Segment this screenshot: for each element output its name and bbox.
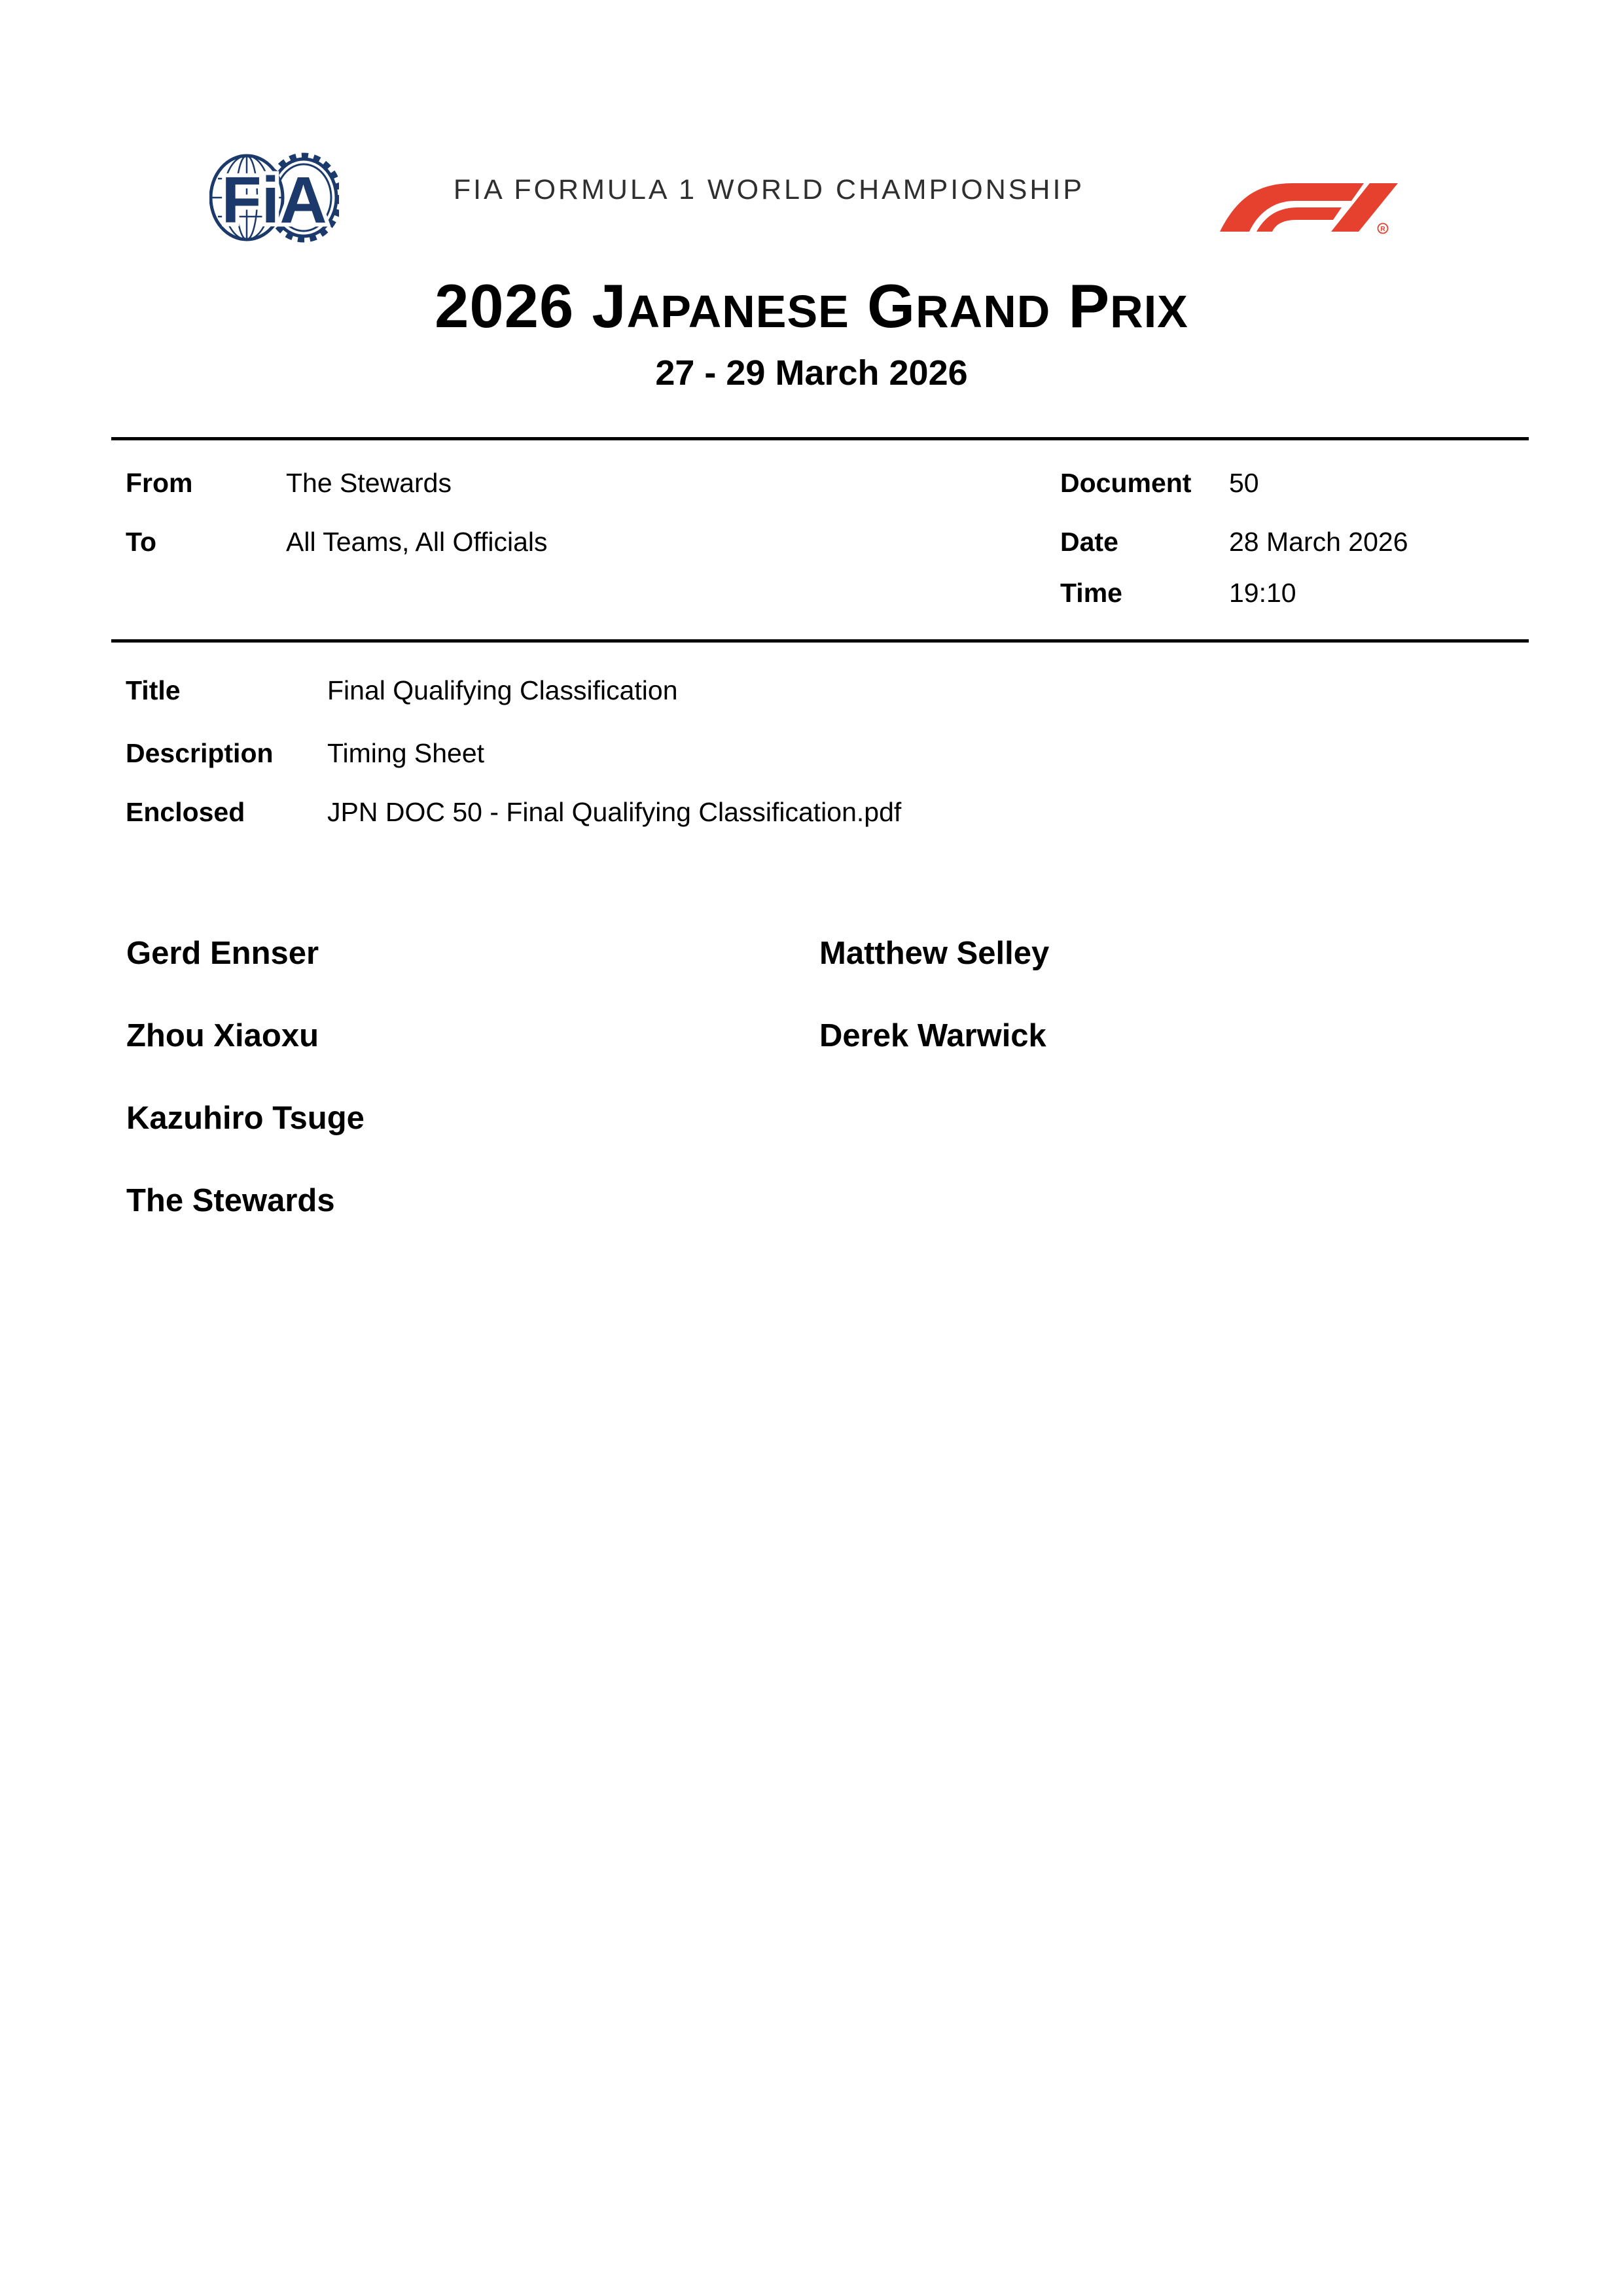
time-value: 19:10 [1229, 578, 1296, 608]
championship-header: FIA FORMULA 1 WORLD CHAMPIONSHIP [453, 174, 1085, 205]
enclosed-label: Enclosed [126, 797, 245, 827]
event-title-part: APANESE [626, 286, 849, 337]
fia-logo-graphic [209, 152, 339, 243]
from-value: The Stewards [286, 468, 452, 498]
fia-logo-monogram: FiA [221, 164, 327, 237]
steward-name: Gerd Ennser [126, 936, 319, 971]
title-value: Final Qualifying Classification [327, 675, 678, 705]
document-label: Document [1060, 468, 1192, 498]
description-value: Timing Sheet [327, 738, 485, 768]
divider-middle [111, 639, 1529, 643]
f1-logo-graphic [1217, 179, 1410, 237]
event-title-part: G [849, 272, 916, 340]
event-title-part: 2026 J [435, 272, 627, 340]
steward-name: Derek Warwick [819, 1018, 1046, 1053]
to-value: All Teams, All Officials [286, 527, 548, 557]
to-label: To [126, 527, 157, 557]
steward-name: Zhou Xiaoxu [126, 1018, 319, 1053]
description-label: Description [126, 738, 274, 768]
from-label: From [126, 468, 193, 498]
document-value: 50 [1229, 468, 1259, 498]
fia-logo [209, 152, 339, 243]
signature-closing: The Stewards [126, 1183, 335, 1218]
event-title-part: RIX [1110, 286, 1188, 337]
steward-name: Matthew Selley [819, 936, 1050, 971]
f1-registered-mark: R [1380, 226, 1385, 233]
event-title [0, 272, 1623, 340]
enclosed-value: JPN DOC 50 - Final Qualifying Classification.pdf [327, 797, 902, 827]
f1-logo [1217, 179, 1410, 237]
event-dates: 27 - 29 March 2026 [655, 353, 968, 393]
event-title-part: RAND [916, 286, 1051, 337]
time-label: Time [1060, 578, 1122, 608]
steward-name: Kazuhiro Tsuge [126, 1101, 365, 1136]
title-label: Title [126, 675, 181, 705]
date-label: Date [1060, 527, 1118, 557]
date-value: 28 March 2026 [1229, 527, 1408, 557]
event-title-part: P [1050, 272, 1111, 340]
divider-top [111, 437, 1529, 440]
